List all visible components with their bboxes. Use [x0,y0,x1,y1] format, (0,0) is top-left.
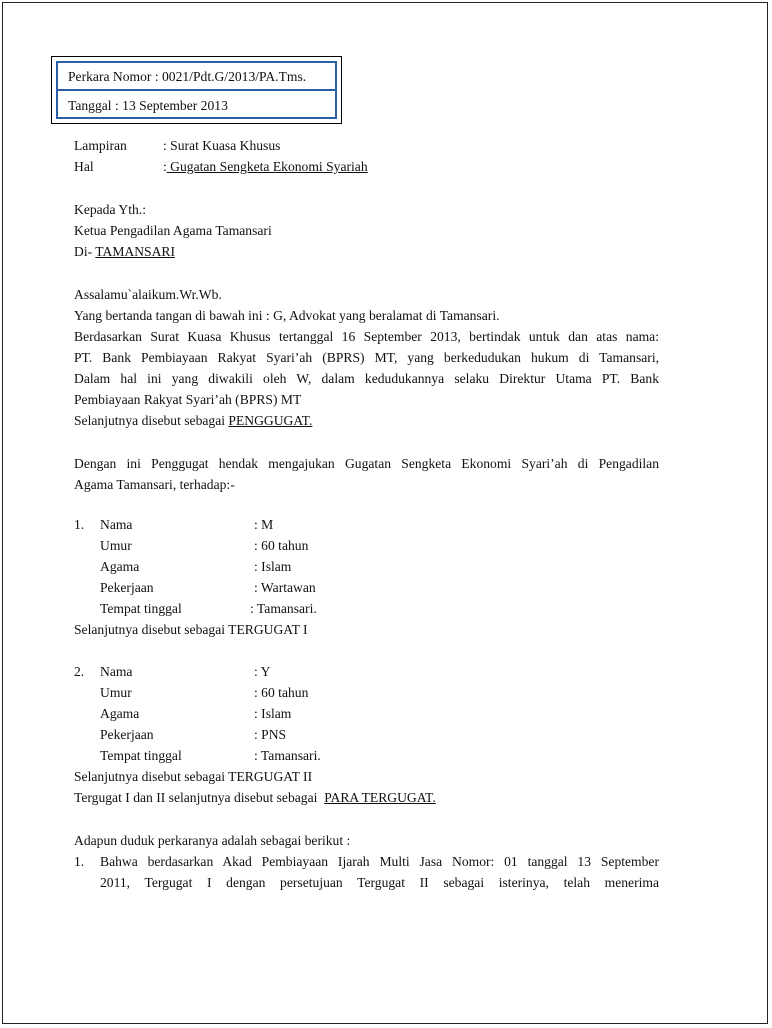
case-info-box [51,56,342,124]
subject-label: Hal [74,159,94,174]
addressee-line-1: Kepada Yth.: [74,202,146,217]
attachment-label: Lampiran [74,138,127,153]
intent-line-1: Dengan ini Penggugat hendak mengajukan Gugatan Sengketa Ekonomi Syari’ah di Pengadilan [74,456,659,471]
defendant-1-residence-value: : Tamansari. [250,601,317,616]
subject-value: Gugatan Sengketa Ekonomi Syariah [166,159,368,174]
attachment-value: : Surat Kuasa Khusus [163,138,281,153]
opening-line-5: Pembiayaan Rakyat Syari’ah (BPRS) MT [74,392,302,407]
defendant-2-designation: Selanjutnya disebut sebagai TERGUGAT II [74,769,313,784]
facts-item-1-line-1: Bahwa berdasarkan Akad Pembiayaan Ijarah Multi Jasa Nomor: 01 tanggal 13 September [100,854,659,869]
opening-line-2: Berdasarkan Surat Kuasa Khusus tertanggal 16 September 2013, bertindak untuk dan atas nama: [74,329,659,344]
opening-line-1: Yang bertanda tangan di bawah ini : G, Advokat yang beralamat di Tamansari. [74,308,500,323]
defendant-2-occupation-label: Pekerjaan [100,727,154,742]
case-info-box-inner [56,61,337,119]
defendant-1-age-value: : 60 tahun [254,538,309,553]
defendant-2-residence-label: Tempat tinggal [100,748,182,763]
defendant-2-name-value: : Y [254,664,271,679]
joint-designation [74,788,436,808]
greeting: Assalamu`alaikum.Wr.Wb. [74,287,222,302]
opening-line-4: Dalam hal ini yang diwakili oleh W, dalam kedudukannya selaku Direktur Utama PT. Bank [74,371,659,386]
intent-line-2: Agama Tamansari, terhadap:- [74,477,235,492]
defendant-2-age-label: Umur [100,685,132,700]
plaintiff-term: PENGGUGAT. [228,413,313,428]
facts-intro: Adapun duduk perkaranya adalah sebagai berikut : [74,833,351,848]
plaintiff-designation [74,411,312,431]
defendant-1-occupation-label: Pekerjaan [100,580,154,595]
plaintiff-designation-prefix: Selanjutnya disebut sebagai [74,413,229,428]
defendant-1-name-value: : M [254,517,274,532]
joint-term: PARA TERGUGAT. [324,790,436,805]
defendant-1-religion-value: : Islam [254,559,292,574]
subject-line [163,157,368,177]
addressee-place: TAMANSARI [95,244,176,259]
defendant-2-occupation-value: : PNS [254,727,287,742]
defendant-1-religion-label: Agama [100,559,140,574]
subject-colon: : [163,159,167,174]
defendant-1-designation: Selanjutnya disebut sebagai TERGUGAT I [74,622,308,637]
facts-item-1-line-2: 2011, Tergugat I dengan persetujuan Tergugat II sebagai isterinya, telah menerima [100,875,659,890]
joint-designation-prefix: Tergugat I dan II selanjutnya disebut sebagai [74,790,325,805]
facts-item-1-number: 1. [74,854,85,869]
opening-line-3: PT. Bank Pembiayaan Rakyat Syari’ah (BPRS) MT, yang berkedudukan hukum di Tamansari, [74,350,659,365]
defendant-1-name-label: Nama [100,517,133,532]
defendant-1-occupation-value: : Wartawan [254,580,316,595]
defendant-2-number: 2. [74,664,85,679]
case-number: Perkara Nomor : 0021/Pdt.G/2013/PA.Tms. [58,63,335,91]
defendant-2-religion-value: : Islam [254,706,292,721]
addressee-line-2: Ketua Pengadilan Agama Tamansari [74,223,272,238]
defendant-1-number: 1. [74,517,85,532]
defendant-1-age-label: Umur [100,538,132,553]
defendant-1-residence-label: Tempat tinggal [100,601,182,616]
addressee-prefix: Di- [74,244,96,259]
addressee-line-3 [74,242,175,262]
case-date: Tanggal : 13 September 2013 [68,98,228,113]
defendant-2-religion-label: Agama [100,706,140,721]
defendant-2-residence-value: : Tamansari. [254,748,321,763]
defendant-2-name-label: Nama [100,664,133,679]
defendant-2-age-value: : 60 tahun [254,685,309,700]
